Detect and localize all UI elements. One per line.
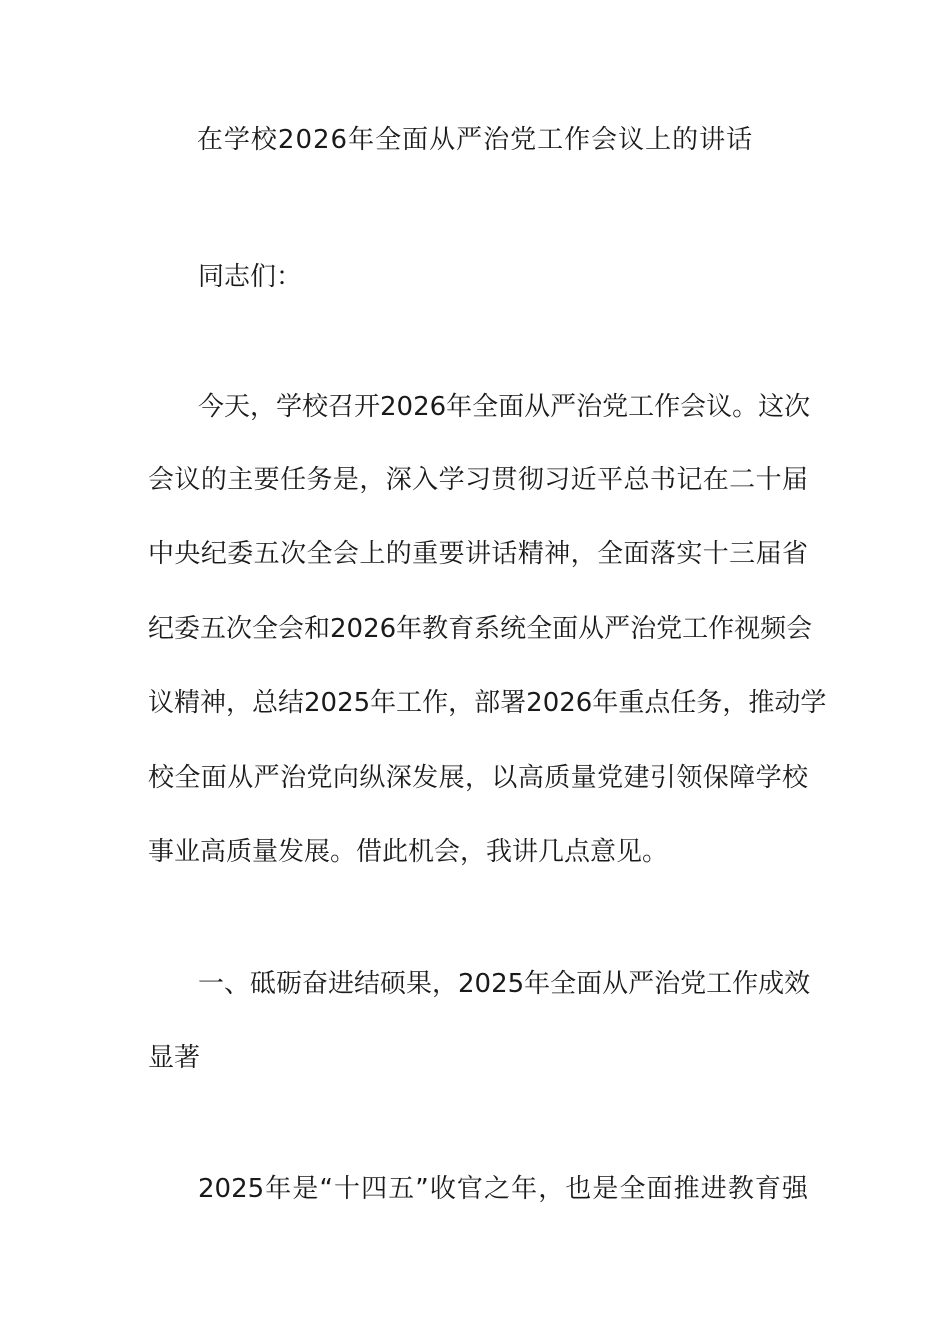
paragraph-2-line-1: 2025年是“十四五”收官之年，也是全面推进教育强 (198, 1174, 808, 1204)
paragraph-1-line-5: 议精神，总结2025年工作，部署2026年重点任务，推动学 (148, 688, 827, 718)
paragraph-1-line-3: 中央纪委五次全会上的重要讲话精神，全面落实十三届省 (148, 539, 808, 569)
paragraph-1-line-7: 事业高质量发展。借此机会，我讲几点意见。 (148, 837, 669, 867)
paragraph-1-line-1: 今天，学校召开2026年全面从严治党工作会议。这次 (198, 392, 811, 422)
section-heading-line-1: 一、砥砺奋进结硕果，2025年全面从严治党工作成效 (198, 969, 811, 999)
paragraph-1-line-4: 纪委五次全会和2026年教育系统全面从严治党工作视频会 (148, 614, 813, 644)
section-heading-line-2: 显著 (148, 1043, 201, 1073)
paragraph-1-line-2: 会议的主要任务是，深入学习贯彻习近平总书记在二十届 (148, 465, 808, 495)
document-title: 在学校2026年全面从严治党工作会议上的讲话 (196, 125, 754, 155)
salutation: 同志们： (198, 262, 303, 292)
paragraph-1-line-6: 校全面从严治党向纵深发展，以高质量党建引领保障学校 (148, 763, 808, 793)
